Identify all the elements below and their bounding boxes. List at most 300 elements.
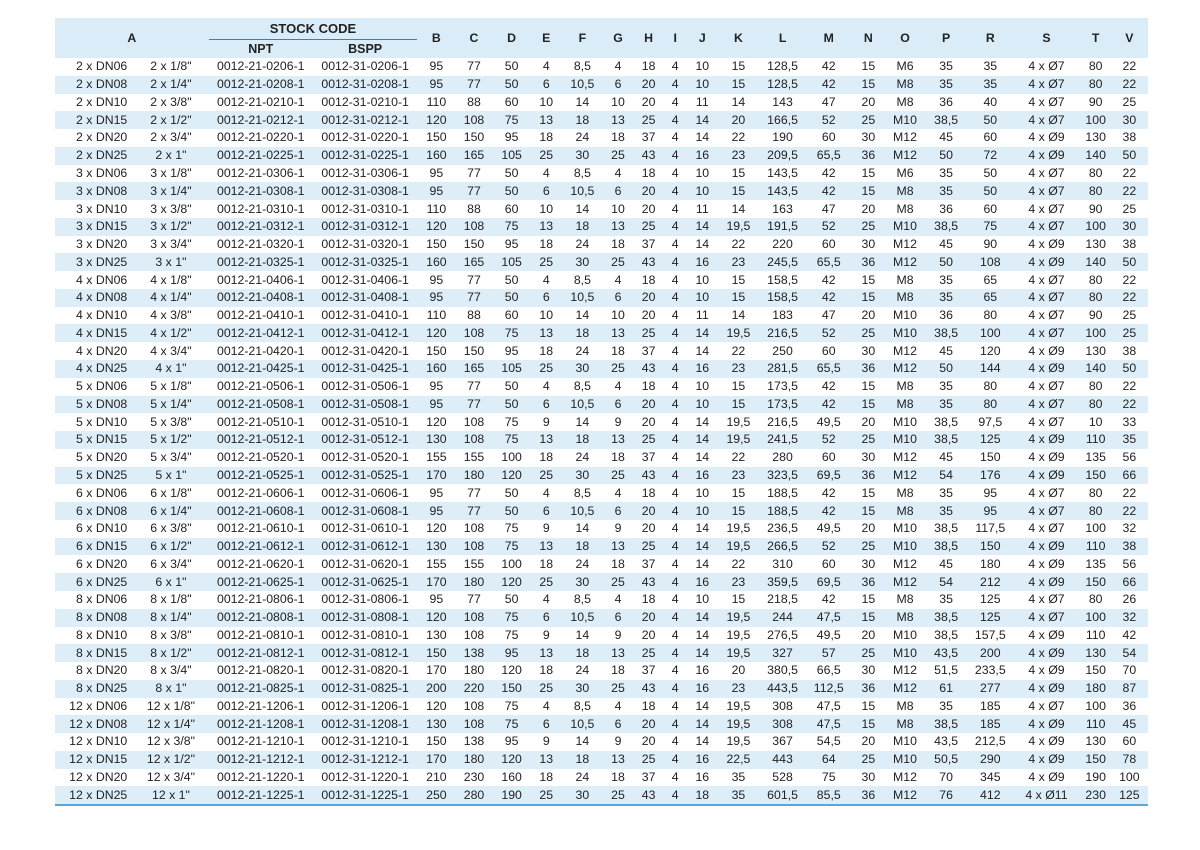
table-cell: 3 x 3/4" — [133, 236, 208, 254]
table-cell: 45 — [924, 555, 968, 573]
table-cell: 4 x Ø9 — [1012, 662, 1080, 680]
header-j: J — [686, 18, 718, 58]
table-cell: 69,5 — [807, 467, 851, 485]
table-cell: 130 — [417, 431, 455, 449]
table-row — [55, 396, 1148, 414]
table-cell: 13 — [531, 644, 562, 662]
table-cell: 4 — [664, 520, 686, 538]
table-cell: 43 — [633, 680, 664, 698]
table-cell: 100 — [1081, 218, 1111, 236]
table-cell: 212,5 — [968, 733, 1012, 751]
table-cell: 5 x DN08 — [55, 396, 133, 414]
table-cell: 0012-31-1225-1 — [313, 786, 417, 805]
table-cell: 80 — [1081, 182, 1111, 200]
table-cell: 43 — [633, 573, 664, 591]
table-cell: 50 — [924, 253, 968, 271]
table-cell: 4 — [531, 484, 562, 502]
table-cell: 6 x 1/4" — [133, 502, 208, 520]
table-cell: 4 x Ø7 — [1012, 520, 1080, 538]
table-cell: 4 — [531, 378, 562, 396]
table-row — [55, 324, 1148, 342]
table-cell: 0012-31-0525-1 — [313, 467, 417, 485]
table-cell: 4 x Ø7 — [1012, 324, 1080, 342]
table-cell: 10,5 — [562, 76, 603, 94]
table-cell: 4 — [664, 413, 686, 431]
table-cell: 4 — [603, 591, 633, 609]
table-cell: 95 — [417, 378, 455, 396]
table-cell: 112,5 — [807, 680, 851, 698]
table-cell: 0012-21-0620-1 — [209, 555, 313, 573]
table-cell: 4 — [664, 271, 686, 289]
table-row — [55, 644, 1148, 662]
table-cell: 0012-21-1208-1 — [209, 715, 313, 733]
table-cell: 10,5 — [562, 396, 603, 414]
table-cell: 210 — [417, 769, 455, 787]
table-cell: 4 — [531, 271, 562, 289]
table-cell: 443,5 — [758, 680, 806, 698]
table-cell: 24 — [562, 769, 603, 787]
table-cell: 24 — [562, 129, 603, 147]
table-cell: 45 — [924, 129, 968, 147]
table-cell: M10 — [886, 520, 924, 538]
table-cell: 14 — [562, 413, 603, 431]
table-cell: 120 — [493, 573, 531, 591]
table-cell: 30 — [851, 236, 886, 254]
table-cell: 2 x DN15 — [55, 111, 133, 129]
table-cell: 25 — [1111, 94, 1148, 112]
header-e: E — [531, 18, 562, 58]
table-row — [55, 751, 1148, 769]
table-cell: 75 — [493, 111, 531, 129]
table-cell: M6 — [886, 58, 924, 76]
table-cell: 4 — [531, 165, 562, 183]
table-row — [55, 360, 1148, 378]
table-cell: 35 — [924, 271, 968, 289]
table-cell: M12 — [886, 129, 924, 147]
table-cell: 18 — [633, 165, 664, 183]
table-row — [55, 271, 1148, 289]
table-cell: 30 — [562, 786, 603, 805]
table-cell: 60 — [493, 94, 531, 112]
table-cell: 20 — [718, 662, 758, 680]
table-cell: 22 — [1111, 165, 1148, 183]
table-cell: 150 — [1081, 662, 1111, 680]
table-cell: 15 — [851, 58, 886, 76]
table-cell: 76 — [924, 786, 968, 805]
table-cell: 4 x Ø7 — [1012, 413, 1080, 431]
table-cell: 10 — [686, 271, 718, 289]
table-cell: 25 — [603, 467, 633, 485]
table-cell: M10 — [886, 644, 924, 662]
table-cell: 42 — [807, 271, 851, 289]
table-cell: 0012-31-1212-1 — [313, 751, 417, 769]
table-cell: 50 — [493, 502, 531, 520]
table-cell: 16 — [686, 769, 718, 787]
table-cell: 19,5 — [718, 218, 758, 236]
table-cell: 13 — [531, 218, 562, 236]
table-cell: 108 — [455, 413, 492, 431]
table-cell: 0012-21-0406-1 — [209, 271, 313, 289]
table-cell: 37 — [633, 662, 664, 680]
header-n: N — [851, 18, 886, 58]
table-cell: 35 — [924, 378, 968, 396]
table-cell: 18 — [603, 769, 633, 787]
table-cell: 65 — [968, 289, 1012, 307]
table-cell: 42 — [807, 182, 851, 200]
table-cell: 108 — [455, 698, 492, 716]
table-cell: 2 x 1" — [133, 147, 208, 165]
table-cell: 38,5 — [924, 715, 968, 733]
table-cell: 18 — [603, 129, 633, 147]
table-cell: 80 — [1081, 502, 1111, 520]
table-cell: 20 — [633, 182, 664, 200]
table-cell: 14 — [718, 94, 758, 112]
table-cell: 38,5 — [924, 324, 968, 342]
table-cell: 75 — [968, 218, 1012, 236]
table-cell: 4 — [664, 751, 686, 769]
table-cell: 15 — [718, 76, 758, 94]
table-cell: 23 — [718, 253, 758, 271]
table-cell: 18 — [562, 111, 603, 129]
table-cell: 25 — [851, 538, 886, 556]
table-cell: 75 — [807, 769, 851, 787]
table-cell: 22 — [1111, 289, 1148, 307]
table-cell: 90 — [1081, 94, 1111, 112]
table-cell: 15 — [851, 289, 886, 307]
table-cell: M8 — [886, 698, 924, 716]
table-cell: 108 — [455, 324, 492, 342]
table-row — [55, 769, 1148, 787]
table-cell: 0012-21-0310-1 — [209, 200, 313, 218]
table-row — [55, 129, 1148, 147]
table-cell: 16 — [686, 662, 718, 680]
table-cell: 66,5 — [807, 662, 851, 680]
table-cell: 43 — [633, 467, 664, 485]
table-cell: 50,5 — [924, 751, 968, 769]
table-cell: 0012-31-0508-1 — [313, 396, 417, 414]
table-cell: 4 — [664, 733, 686, 751]
table-cell: 30 — [851, 342, 886, 360]
table-cell: 5 x DN15 — [55, 431, 133, 449]
table-body — [55, 58, 1148, 805]
table-cell: 23 — [718, 147, 758, 165]
table-cell: 20 — [851, 200, 886, 218]
table-cell: M10 — [886, 431, 924, 449]
table-cell: 367 — [758, 733, 806, 751]
table-cell: 12 x 3/4" — [133, 769, 208, 787]
table-cell: 0012-21-0325-1 — [209, 253, 313, 271]
table-cell: 9 — [531, 413, 562, 431]
table-cell: 0012-21-0508-1 — [209, 396, 313, 414]
table-cell: 4 x Ø7 — [1012, 218, 1080, 236]
table-cell: 4 — [664, 538, 686, 556]
table-cell: 218,5 — [758, 591, 806, 609]
header-p: P — [924, 18, 968, 58]
header-c: C — [455, 18, 492, 58]
table-cell: 70 — [1111, 662, 1148, 680]
table-cell: 80 — [1081, 76, 1111, 94]
table-cell: 6 x 3/4" — [133, 555, 208, 573]
table-cell: 150 — [455, 129, 492, 147]
table-cell: 36 — [851, 147, 886, 165]
table-cell: 150 — [455, 342, 492, 360]
table-cell: 443 — [758, 751, 806, 769]
table-cell: 24 — [562, 555, 603, 573]
table-cell: 12 x 1/8" — [133, 698, 208, 716]
table-cell: 75 — [493, 698, 531, 716]
table-cell: 6 x DN25 — [55, 573, 133, 591]
table-cell: 0012-31-0810-1 — [313, 627, 417, 645]
table-cell: 9 — [531, 520, 562, 538]
table-cell: 22 — [1111, 396, 1148, 414]
table-cell: 25 — [851, 751, 886, 769]
table-cell: M10 — [886, 413, 924, 431]
table-cell: 176 — [968, 467, 1012, 485]
table-cell: 110 — [1081, 715, 1111, 733]
table-cell: 36 — [851, 786, 886, 805]
table-cell: 20 — [633, 627, 664, 645]
table-cell: 190 — [493, 786, 531, 805]
table-cell: 75 — [493, 538, 531, 556]
table-cell: 3 x 1/2" — [133, 218, 208, 236]
table-cell: 80 — [1081, 378, 1111, 396]
table-cell: 4 x Ø7 — [1012, 502, 1080, 520]
table-cell: 18 — [562, 538, 603, 556]
table-cell: 3 x 1" — [133, 253, 208, 271]
table-cell: 25 — [851, 218, 886, 236]
table-cell: 18 — [531, 769, 562, 787]
table-cell: 25 — [851, 644, 886, 662]
table-cell: 5 x DN25 — [55, 467, 133, 485]
table-cell: M8 — [886, 289, 924, 307]
table-cell: 37 — [633, 769, 664, 787]
table-cell: 4 x Ø9 — [1012, 129, 1080, 147]
table-cell: 4 — [664, 644, 686, 662]
table-cell: 4 x Ø9 — [1012, 680, 1080, 698]
table-cell: 20 — [633, 609, 664, 627]
table-cell: 4 — [664, 627, 686, 645]
table-cell: 4 x DN15 — [55, 324, 133, 342]
table-cell: 245,5 — [758, 253, 806, 271]
table-cell: 4 — [664, 360, 686, 378]
table-cell: 15 — [718, 396, 758, 414]
table-cell: 25 — [603, 147, 633, 165]
table-cell: 14 — [686, 324, 718, 342]
table-cell: 15 — [851, 502, 886, 520]
table-cell: 4 x Ø7 — [1012, 378, 1080, 396]
table-cell: 108 — [455, 111, 492, 129]
table-cell: 50 — [493, 289, 531, 307]
table-cell: 4 — [603, 58, 633, 76]
table-cell: 15 — [851, 484, 886, 502]
table-cell: 80 — [1081, 396, 1111, 414]
table-cell: 13 — [603, 324, 633, 342]
table-cell: 130 — [1081, 733, 1111, 751]
table-cell: 22 — [1111, 58, 1148, 76]
table-cell: 65,5 — [807, 253, 851, 271]
table-cell: 180 — [455, 662, 492, 680]
table-cell: 4 x 3/4" — [133, 342, 208, 360]
table-cell: 4 — [664, 609, 686, 627]
table-cell: 25 — [1111, 200, 1148, 218]
table-cell: 16 — [686, 467, 718, 485]
table-cell: 100 — [493, 555, 531, 573]
table-cell: 0012-31-0406-1 — [313, 271, 417, 289]
table-cell: M8 — [886, 94, 924, 112]
table-row — [55, 111, 1148, 129]
table-cell: 43,5 — [924, 644, 968, 662]
table-cell: 15 — [718, 271, 758, 289]
table-cell: M12 — [886, 662, 924, 680]
table-cell: 4 — [603, 271, 633, 289]
table-cell: 50 — [493, 591, 531, 609]
table-cell: 10 — [686, 76, 718, 94]
table-cell: 4 — [531, 698, 562, 716]
table-cell: 36 — [924, 200, 968, 218]
table-cell: 30 — [1111, 218, 1148, 236]
table-cell: 65 — [968, 271, 1012, 289]
table-cell: 8 x 1/2" — [133, 644, 208, 662]
table-cell: 150 — [968, 449, 1012, 467]
table-cell: 60 — [807, 129, 851, 147]
table-cell: 233,5 — [968, 662, 1012, 680]
table-cell: 110 — [417, 94, 455, 112]
table-cell: 18 — [633, 591, 664, 609]
table-cell: 43 — [633, 253, 664, 271]
table-cell: 42 — [807, 289, 851, 307]
table-cell: 0012-21-0825-1 — [209, 680, 313, 698]
table-cell: 14 — [686, 715, 718, 733]
table-cell: 54 — [924, 573, 968, 591]
table-cell: 30 — [851, 129, 886, 147]
table-cell: 14 — [686, 449, 718, 467]
table-cell: 18 — [562, 324, 603, 342]
table-cell: 155 — [455, 555, 492, 573]
table-cell: 4 — [603, 484, 633, 502]
table-cell: 56 — [1111, 555, 1148, 573]
table-cell: 61 — [924, 680, 968, 698]
table-cell: 20 — [851, 94, 886, 112]
table-cell: 25 — [531, 253, 562, 271]
table-cell: 4 — [664, 591, 686, 609]
table-cell: 50 — [493, 378, 531, 396]
table-cell: 6 — [531, 609, 562, 627]
header-k: K — [718, 18, 758, 58]
table-cell: 25 — [851, 324, 886, 342]
table-cell: 80 — [1081, 271, 1111, 289]
table-cell: 9 — [603, 520, 633, 538]
table-cell: 14 — [686, 520, 718, 538]
table-cell: 4 x Ø7 — [1012, 200, 1080, 218]
table-cell: M6 — [886, 165, 924, 183]
table-cell: 14 — [562, 627, 603, 645]
table-cell: 150 — [1081, 467, 1111, 485]
table-cell: 185 — [968, 698, 1012, 716]
table-cell: 10 — [686, 484, 718, 502]
table-cell: M10 — [886, 307, 924, 325]
table-cell: 10 — [603, 94, 633, 112]
table-cell: 150 — [1081, 573, 1111, 591]
table-cell: 65,5 — [807, 360, 851, 378]
table-cell: 4 x Ø9 — [1012, 342, 1080, 360]
table-cell: 10 — [686, 58, 718, 76]
table-cell: 13 — [603, 431, 633, 449]
table-row — [55, 627, 1148, 645]
table-cell: 20 — [633, 289, 664, 307]
table-cell: 38,5 — [924, 627, 968, 645]
table-cell: 4 x Ø7 — [1012, 271, 1080, 289]
table-cell: 19,5 — [718, 324, 758, 342]
table-cell: 157,5 — [968, 627, 1012, 645]
table-cell: 4 x 3/8" — [133, 307, 208, 325]
table-cell: 77 — [455, 378, 492, 396]
table-cell: 50 — [968, 111, 1012, 129]
table-cell: 38,5 — [924, 413, 968, 431]
table-cell: M12 — [886, 786, 924, 805]
table-cell: 35 — [718, 769, 758, 787]
table-cell: 14 — [718, 307, 758, 325]
table-cell: 25 — [603, 360, 633, 378]
table-cell: 95 — [417, 502, 455, 520]
table-cell: 4 x 1/4" — [133, 289, 208, 307]
table-cell: 13 — [531, 111, 562, 129]
table-cell: 97,5 — [968, 413, 1012, 431]
table-cell: 12 x DN10 — [55, 733, 133, 751]
table-cell: 0012-21-0420-1 — [209, 342, 313, 360]
table-cell: 6 — [603, 76, 633, 94]
table-cell: 183 — [758, 307, 806, 325]
table-cell: 125 — [968, 609, 1012, 627]
table-cell: 16 — [686, 751, 718, 769]
table-cell: 18 — [531, 662, 562, 680]
table-cell: 77 — [455, 591, 492, 609]
table-cell: 50 — [968, 165, 1012, 183]
table-cell: 6 x DN15 — [55, 538, 133, 556]
table-cell: 4 x 1/2" — [133, 324, 208, 342]
table-cell: 108 — [455, 431, 492, 449]
table-row — [55, 538, 1148, 556]
table-cell: 72 — [968, 147, 1012, 165]
table-cell: 25 — [633, 431, 664, 449]
table-cell: 8,5 — [562, 165, 603, 183]
table-cell: 2 x 1/8" — [133, 58, 208, 76]
table-cell: 42 — [807, 378, 851, 396]
table-cell: 16 — [686, 680, 718, 698]
table-cell: 10,5 — [562, 609, 603, 627]
table-cell: 5 x DN10 — [55, 413, 133, 431]
table-cell: 6 — [531, 289, 562, 307]
table-cell: M12 — [886, 467, 924, 485]
table-cell: 3 x 1/8" — [133, 165, 208, 183]
table-cell: 16 — [686, 147, 718, 165]
table-cell: M10 — [886, 751, 924, 769]
table-cell: 3 x DN20 — [55, 236, 133, 254]
table-cell: 30 — [562, 467, 603, 485]
table-cell: M8 — [886, 182, 924, 200]
table-row — [55, 76, 1148, 94]
table-cell: 3 x 3/8" — [133, 200, 208, 218]
table-cell: 10,5 — [562, 289, 603, 307]
table-cell: 4 x Ø7 — [1012, 289, 1080, 307]
table-cell: 150 — [417, 236, 455, 254]
table-cell: 323,5 — [758, 467, 806, 485]
table-cell: 150 — [417, 733, 455, 751]
table-cell: 158,5 — [758, 289, 806, 307]
table-cell: M8 — [886, 271, 924, 289]
table-cell: 20 — [633, 520, 664, 538]
table-cell: 60 — [807, 449, 851, 467]
table-cell: 0012-21-0312-1 — [209, 218, 313, 236]
